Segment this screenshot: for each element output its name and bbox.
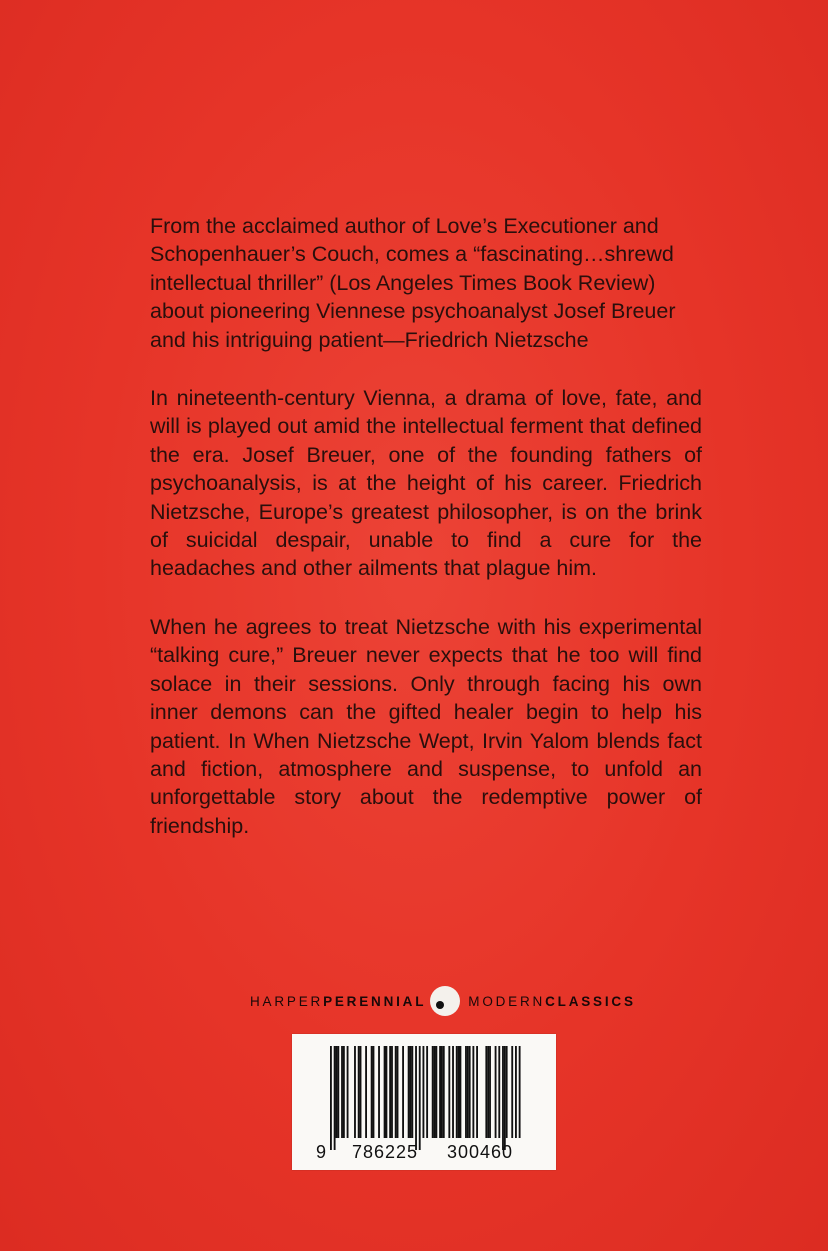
barcode-bar [452, 1046, 454, 1138]
imprint-perennial: PERENNIAL [323, 993, 427, 1009]
barcode-bar [391, 1046, 393, 1138]
barcode-bar [411, 1046, 413, 1138]
barcode-bar [365, 1046, 367, 1138]
barcode-bar [432, 1046, 434, 1138]
publisher-logo-icon [430, 986, 460, 1016]
barcode-bar [472, 1046, 474, 1138]
barcode-bar [397, 1046, 399, 1138]
barcode-label [292, 1034, 556, 1170]
barcode-bar [389, 1046, 391, 1138]
imprint-modern: MODERN [468, 993, 546, 1009]
barcode-bar [485, 1046, 487, 1138]
blurb-paragraph-intro: From the acclaimed author of Love’s Executioner and Schopenhauer’s Couch, comes a “fascinating…shrewd intellectual thriller” (Los Angeles Times Book Review) about pioneering Viennese psychoanalyst Josef Breuer and his intriguing patient—Friedrich Nietzsche [150, 214, 676, 352]
barcode-bar [343, 1046, 345, 1138]
barcode-bar [371, 1046, 373, 1138]
barcode-bar [378, 1046, 380, 1138]
barcode-bar [354, 1046, 356, 1138]
barcode-bar [358, 1046, 360, 1138]
barcode-bar [336, 1046, 338, 1138]
isbn-group-2: 300460 [447, 1142, 514, 1162]
barcode-bar [402, 1046, 404, 1138]
barcode-bar [330, 1046, 332, 1150]
barcode-bar [502, 1046, 504, 1150]
barcode-bar [506, 1046, 508, 1138]
publisher-imprint [250, 988, 636, 1014]
isbn-lead-digit: 9 [316, 1142, 327, 1162]
barcode-bar [443, 1046, 445, 1138]
barcode-bar [384, 1046, 386, 1138]
barcode-bar [341, 1046, 343, 1138]
barcode-bar [515, 1046, 517, 1138]
barcode-bar [495, 1046, 497, 1138]
blurb-paragraph-plot: When he agrees to treat Nietzsche with his experimental “talking cure,” Breuer never expects that he too will find solace in their sessions. Only through facing his own inner demons can the gifted healer begin to help his patient. In When Nietzsche Wept, Irvin Yalom blends fact and fiction, atmosphere and suspense, to unfold an unforgettable story about the redemptive power of friendship. [150, 614, 702, 838]
barcode-bar [456, 1046, 458, 1138]
blurb [150, 212, 702, 840]
blurb-paragraph-setting: In nineteenth-century Vienna, a drama of love, fate, and will is played out amid the intellectual ferment that defined the era. Josef Breuer, one of the founding fathers of psychoanalysis, is at the height of his career. Friedrich Nietzsche, Europe’s greatest philosopher, is on the brink of suicidal despair, unable to find a cure for the headaches and other ailments that plague him. [150, 386, 702, 581]
barcode-bar [448, 1046, 450, 1138]
barcode-bar [487, 1046, 489, 1138]
barcode-bar [441, 1046, 443, 1138]
barcode-bar [467, 1046, 469, 1138]
imprint-classics: CLASSICS [545, 993, 636, 1009]
barcode-bar [434, 1046, 436, 1138]
imprint-harper: HARPER [250, 993, 324, 1009]
barcode-bar [426, 1046, 428, 1138]
barcode-bar [504, 1046, 506, 1150]
barcode-bar [489, 1046, 491, 1138]
barcode-bar [458, 1046, 460, 1138]
barcode-bar [423, 1046, 425, 1138]
barcode-bar [395, 1046, 397, 1138]
barcode-bar [410, 1046, 412, 1138]
barcode-bar [386, 1046, 388, 1138]
barcode-bar [465, 1046, 467, 1138]
barcode-bar [435, 1046, 437, 1138]
barcode-bar [415, 1046, 417, 1150]
isbn-digits [292, 1142, 556, 1164]
barcode-bar [439, 1046, 441, 1138]
barcode-bar [408, 1046, 410, 1138]
barcode-bar [334, 1046, 336, 1150]
barcode-bar [519, 1046, 521, 1138]
barcode-bar [460, 1046, 462, 1138]
isbn-group-1: 786225 [352, 1142, 419, 1162]
barcode-bar [419, 1046, 421, 1150]
barcode-bar [476, 1046, 478, 1138]
barcode-bar [498, 1046, 500, 1138]
barcode-bar [469, 1046, 471, 1138]
barcode-bar [360, 1046, 362, 1138]
barcode-bar [511, 1046, 513, 1138]
barcode-bar [337, 1046, 339, 1138]
barcode-bar [373, 1046, 375, 1138]
barcode-bar [347, 1046, 349, 1138]
